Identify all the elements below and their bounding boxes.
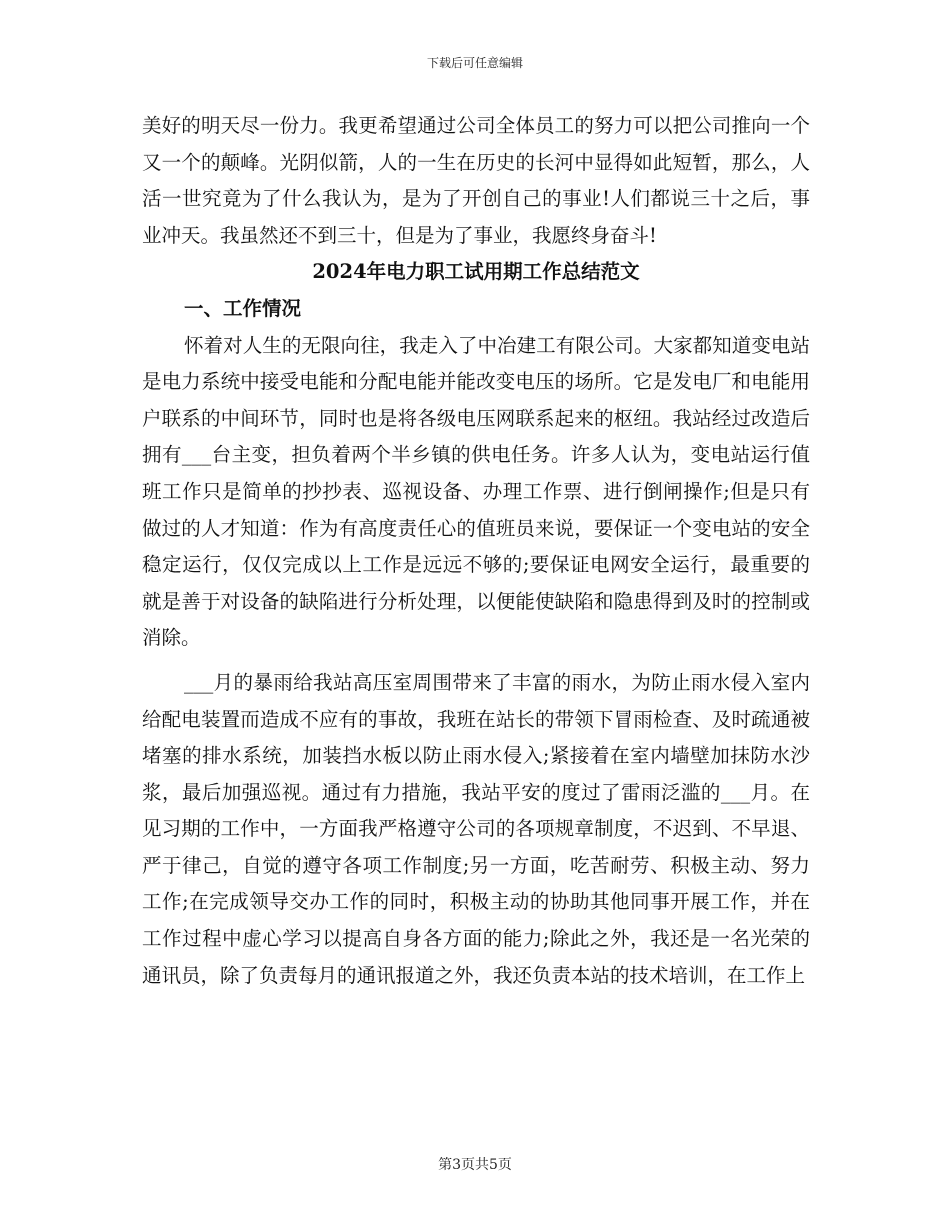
page-footer: 第3页共5页: [438, 1157, 512, 1173]
document-title: 2024年电力职工试用期工作总结范文: [312, 260, 640, 284]
body-paragraph-2: ___月的暴雨给我站高压室周围带来了丰富的雨水，为防止雨水侵入室内给配电装置而造成不应有的事故，我班在站长的带领下冒雨检查、及时疏通被堵塞的排水系统，加装挡水板以防止雨水侵入;紧接着在室内墙壁加抹防水沙浆，最后加强巡视。通过有力措施，我站平安的度过了雷雨泛滥的___月。在见习期的工作中，一方面我严格遵守公司的各项规章制度，不迟到、不早退、严于律己，自觉的遵守各项工作制度;另一方面，吃苦耐劳、积极主动、努力工作;在完成领导交办工作的同时，积极主动的协助其他同事开展工作，并在工作过程中虚心学习以提高自身各方面的能力;除此之外，我还是一名光荣的通讯员，除了负责每月的通讯报道之外，我还负责本站的技术培训，在工作上: [142, 670, 810, 987]
page-header: 下载后可任意编辑: [426, 56, 523, 70]
intro-paragraph: 美好的明天尽一份力。我更希望通过公司全体员工的努力可以把公司推向一个又一个的颠峰。光阴似箭，人的一生在历史的长河中显得如此短暂，那么，人活一世究竟为了什么我认为，是为了开创自己的事业!人们都说三十之后，事业冲天。我虽然还不到三十，但是为了事业，我愿终身奋斗!: [142, 114, 810, 247]
section-heading: 一、工作情况: [184, 296, 302, 320]
body-paragraph-1: 怀着对人生的无限向往，我走入了中冶建工有限公司。大家都知道变电站是电力系统中接受电能和分配电能并能改变电压的场所。它是发电厂和电能用户联系的中间环节，同时也是将各级电压网联系起来的枢纽。我站经过改造后拥有___台主变，担负着两个半乡镇的供电任务。许多人认为，变电站运行值班工作只是简单的抄抄表、巡视设备、办理工作票、进行倒闸操作;但是只有做过的人才知道：作为有高度责任心的值班员来说，要保证一个变电站的安全稳定运行，仅仅完成以上工作是远远不够的;要保证电网安全运行，最重要的就是善于对设备的缺陷进行分析处理，以便能使缺陷和隐患得到及时的控制或消除。: [142, 333, 810, 650]
document-body: [142, 108, 810, 994]
